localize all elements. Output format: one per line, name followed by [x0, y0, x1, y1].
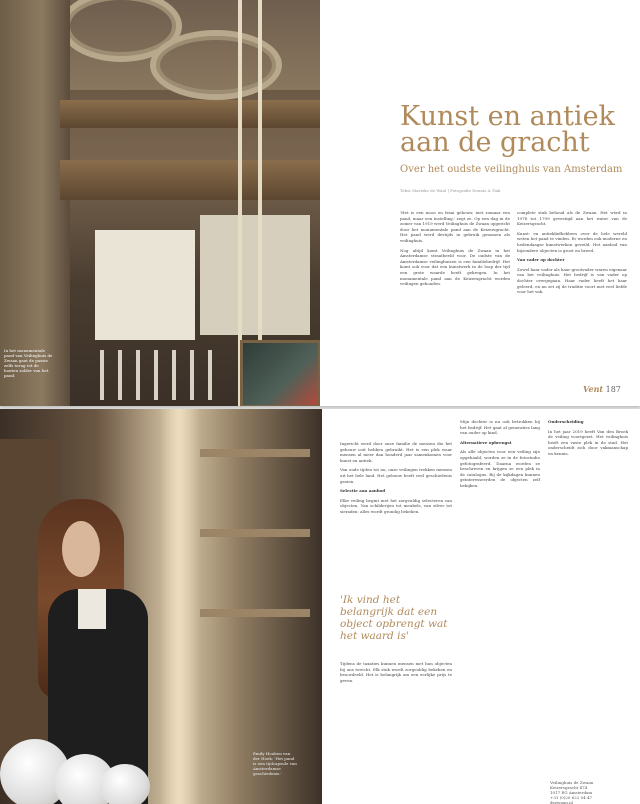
portrait-photo	[0, 409, 322, 804]
paragraph: complete stuk behoud als de Zwaan. Het werd in 1978 tot 1799 gevestigd aan het water van de Keizersgracht.	[517, 210, 627, 227]
attic-wall	[0, 0, 70, 406]
stairwell-light	[200, 215, 310, 335]
shelf	[200, 449, 310, 457]
paragraph: Kunst- en antiekliefhebbers over de hele wereld weten het pand te vinden. Er worden ook moderne en hedendaagse kunstwerken geveild. Het aanbod van bijzondere objecten is groot en breed.	[517, 230, 627, 253]
paragraph: 'Het is een mooi en fraai gebouw, niet zomaar een pand, maar een instelling,' zegt ze. Op een dag in de zomer van 1919 werd Veilinghuis de Zwaan opgericht door het monumentale pand aan de Keizersgracht. Het pand werd destijds in gebruik genomen als veilinghuis.	[400, 210, 510, 243]
address-line: Keizersgracht 474	[550, 785, 588, 790]
paragraph: Van oude tijden tot nu, onze veilingen trekken mensen uit het hele land. Het gebouw heeft veel geschiedenis gezien.	[340, 467, 452, 484]
section-heading: Selectie aan aanbod	[340, 488, 386, 494]
address-line: Veilinghuis de Zwaan	[550, 780, 594, 785]
section-heading: Van vader op dochter	[517, 257, 565, 263]
portrait-blouse	[78, 589, 106, 629]
baluster	[100, 350, 104, 400]
wooden-beam	[60, 100, 320, 128]
paragraph: Tijdens de taxaties kunnen mensen met hun objecten bij ons terecht. Elk stuk wordt zorgvuldig bekeken en beoordeeld. Het is belangrijk om een eerlijke prijs te geven.	[340, 661, 452, 683]
paragraph: In het jaar 2019 heeft Van den Broek de veiling voortgezet. Het veilinghuis heeft een vaste plek in de stad. Het onderscheidt zich door vakmanschap en kennis.	[548, 428, 628, 456]
wooden-floor	[60, 160, 320, 200]
magazine-brand: Vent	[583, 384, 604, 394]
baluster	[154, 350, 158, 400]
paragraph: Zowel haar vader als haar grootvader waren eigenaar van het veilinghuis. Het bedrijf is van vader op dochter overgegaan. Haar vader heeft het haar geleerd, en nu zet zij de traditie voort met veel liefde voor het vak.	[517, 266, 627, 295]
text-column-3	[548, 419, 628, 461]
paragraph: Mijn dochter is nu ook betrokken bij het bedrijf. Het gaat al generaties lang van ouder op kind.	[460, 419, 540, 436]
pull-quote: 'Ik vind het belangrijk dat een object opbrengt wat het waard is'	[340, 594, 448, 642]
baluster	[190, 350, 194, 400]
attic-photo	[0, 0, 320, 406]
paragraph: Ingericht werd door onze familie de mensen die het gebouw ooit hebben gebruikt. Het is een plek waar mensen al meer dan honderd jaar samenkomen voor kunst en antiek.	[340, 441, 452, 463]
byline: Tekst Marieke de Waal | Fotografie Dennis A Tiak	[400, 188, 501, 193]
baluster	[118, 350, 122, 400]
photo-caption: In het monumentale pand van Veilinghuis de Zwaan gaat de passie zelfs terug tot de houten zolder van het pand.	[4, 348, 53, 378]
page-folio	[583, 384, 621, 394]
baluster	[172, 350, 176, 400]
baluster	[136, 350, 140, 400]
page-number: 187	[605, 385, 621, 394]
address-line: +31 (0)20 622 04 47	[550, 795, 593, 800]
address-block	[550, 780, 620, 804]
baluster	[208, 350, 212, 400]
text-column-1-continued	[340, 661, 452, 687]
photo-caption: Emily Houben van der Hoek: 'Het pand is een tijdcapsule van Amsterdamse geschiedenis.'	[253, 751, 297, 776]
stairwell-light	[95, 230, 195, 340]
text-column-right	[517, 210, 627, 299]
bottom-spread	[0, 409, 640, 804]
address-line: dezwaan.nl	[550, 800, 573, 804]
paragraph: Nog altijd komt Veilinghuis de Zwaan in het Amsterdamse straatbeeld voor. De oudste van de Amsterdamse veilinghuizen is een familiebedrijf. Het komt ook voor dat een kunstwerk in de loop der tijd een grote waarde heeft gekregen. In het monumentale pand aan de Keizersgracht worden veilingen gehouden.	[400, 247, 510, 287]
text-column-1	[340, 441, 452, 519]
glass-reflection	[160, 409, 200, 804]
section-heading: Alternatieve opbrengst	[460, 439, 512, 445]
text-column-2	[460, 419, 540, 493]
paragraph: Als alle objecten voor een veiling zijn opgehaald, worden ze in de fotostudio gefotografeerd. Daarna worden ze beschreven en krijgen ze een plek in de catalogus. Bij de kijkdagen kunnen geïnteresseerden de objecten zelf bekijken.	[460, 449, 540, 488]
rope-coil	[150, 30, 282, 100]
shelf	[200, 609, 310, 617]
article-subtitle: Over het oudste veilinghuis van Amsterdam	[400, 164, 623, 175]
portrait-face	[62, 521, 100, 577]
shelf	[200, 529, 310, 537]
address-line: 1017 EG Amsterdam	[550, 790, 593, 795]
framed-painting	[240, 340, 320, 406]
glass-globe	[100, 764, 150, 804]
section-heading: Onderscheiding	[548, 419, 584, 424]
paragraph: Elke veiling begint met het zorgvuldig selecteren van objecten. Van schilderijen tot meubels, van zilver tot sieraden: alles wordt grondig bekeken.	[340, 497, 452, 514]
article-title: Kunst en antiek aan de gracht	[400, 101, 615, 158]
text-column-left	[400, 210, 510, 291]
